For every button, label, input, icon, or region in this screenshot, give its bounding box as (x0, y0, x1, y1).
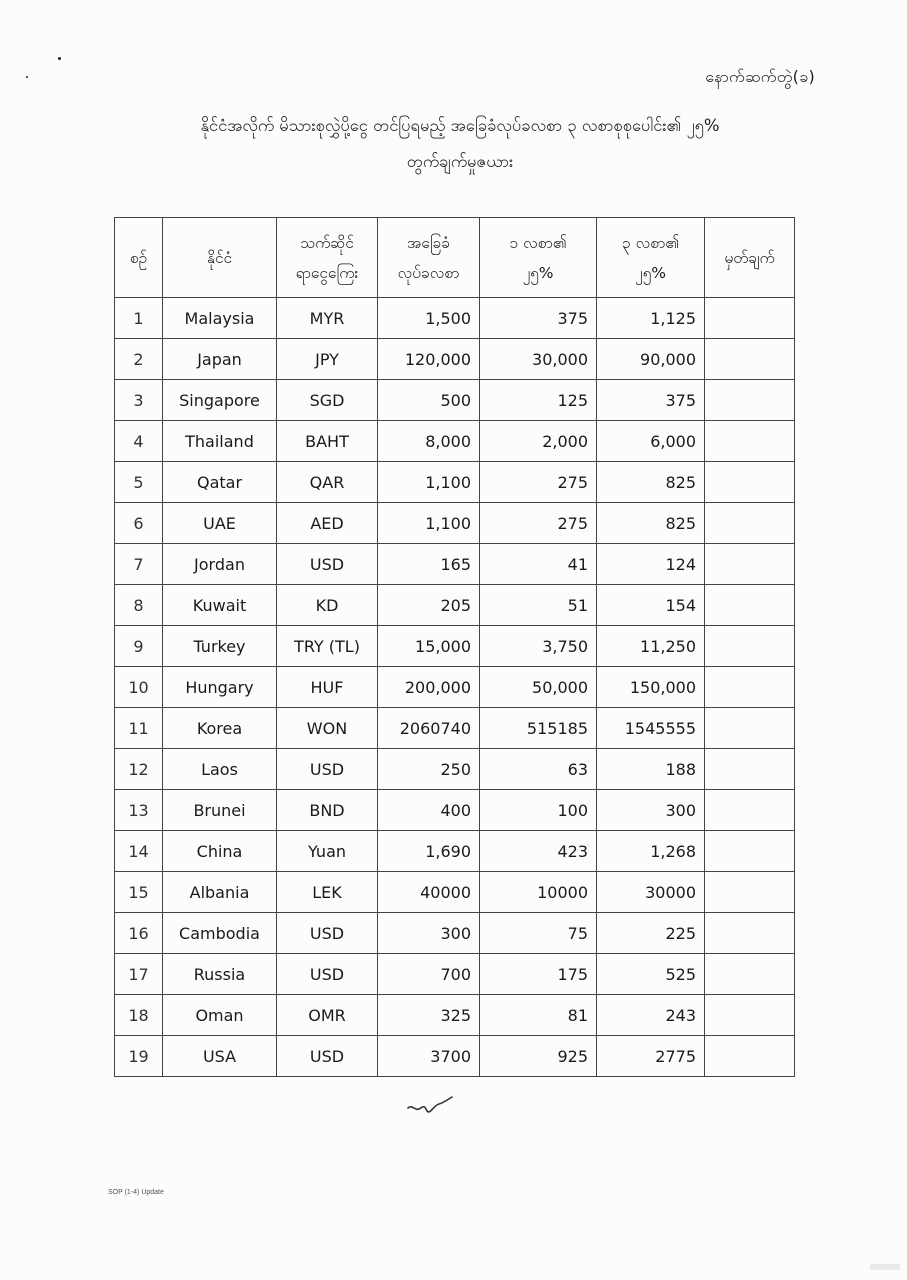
cell-one-month-25: 30,000 (480, 339, 597, 380)
cell-basic-salary: 200,000 (378, 667, 480, 708)
cell-currency: TRY (TL) (277, 626, 378, 667)
table-row (115, 995, 795, 1036)
table-row (115, 339, 795, 380)
cell-currency: USD (277, 1036, 378, 1077)
cell-no: 4 (115, 421, 163, 462)
cell-three-month-25: 375 (597, 380, 705, 421)
cell-no: 7 (115, 544, 163, 585)
header-no: စဉ် (115, 218, 163, 298)
cell-three-month-25: 6,000 (597, 421, 705, 462)
cell-no: 9 (115, 626, 163, 667)
header-currency (277, 218, 378, 298)
table-row (115, 380, 795, 421)
cell-three-month-25: 300 (597, 790, 705, 831)
cell-currency: LEK (277, 872, 378, 913)
cell-three-month-25: 1545555 (597, 708, 705, 749)
cell-remarks (705, 708, 795, 749)
cell-country: Singapore (163, 380, 277, 421)
cell-basic-salary: 8,000 (378, 421, 480, 462)
cell-currency: OMR (277, 995, 378, 1036)
cell-one-month-25: 515185 (480, 708, 597, 749)
header-basic-line-2: လုပ်ခလစာ (397, 263, 460, 282)
cell-currency: QAR (277, 462, 378, 503)
header-one-line-2: ၂၅% (522, 263, 554, 282)
title-line-1: နိုင်ငံအလိုက် မိသားစုလွှဲပို့ငွေ တင်ပြရမည့် အခြေခံလုပ်ခလစာ ၃ လစာစုစုပေါင်း၏ ၂၅% (200, 116, 720, 135)
cell-remarks (705, 1036, 795, 1077)
cell-one-month-25: 10000 (480, 872, 597, 913)
cell-no: 5 (115, 462, 163, 503)
cell-one-month-25: 100 (480, 790, 597, 831)
cell-country: Turkey (163, 626, 277, 667)
cell-no: 19 (115, 1036, 163, 1077)
cell-remarks (705, 954, 795, 995)
header-remarks: မှတ်ချက် (705, 218, 795, 298)
cell-currency: USD (277, 913, 378, 954)
cell-basic-salary: 500 (378, 380, 480, 421)
table-row (115, 462, 795, 503)
cell-no: 17 (115, 954, 163, 995)
cell-currency: BAHT (277, 421, 378, 462)
cell-remarks (705, 790, 795, 831)
cell-three-month-25: 90,000 (597, 339, 705, 380)
cell-one-month-25: 63 (480, 749, 597, 790)
cell-currency: Yuan (277, 831, 378, 872)
table-body (115, 298, 795, 1077)
cell-three-month-25: 1,268 (597, 831, 705, 872)
cell-currency: BND (277, 790, 378, 831)
header-one-line-1: ၁ လစာ၏ (509, 233, 567, 252)
cell-country: Cambodia (163, 913, 277, 954)
cell-basic-salary: 250 (378, 749, 480, 790)
cell-basic-salary: 300 (378, 913, 480, 954)
cell-remarks (705, 585, 795, 626)
cell-one-month-25: 423 (480, 831, 597, 872)
cell-one-month-25: 275 (480, 462, 597, 503)
cell-remarks (705, 749, 795, 790)
cell-basic-salary: 1,500 (378, 298, 480, 339)
cell-one-month-25: 41 (480, 544, 597, 585)
cell-country: Albania (163, 872, 277, 913)
title-line-2: တွက်ချက်မှုဇယား (406, 152, 514, 171)
cell-one-month-25: 75 (480, 913, 597, 954)
document-title (80, 108, 840, 180)
cell-country: Hungary (163, 667, 277, 708)
header-one-month (480, 218, 597, 298)
table-row (115, 667, 795, 708)
cell-currency: KD (277, 585, 378, 626)
footer-note: SOP (1-4) Update (108, 1189, 164, 1196)
cell-country: China (163, 831, 277, 872)
cell-three-month-25: 825 (597, 462, 705, 503)
cell-currency: WON (277, 708, 378, 749)
header-basic-line-1: အခြေခံ (407, 233, 450, 252)
cell-country: Thailand (163, 421, 277, 462)
cell-no: 10 (115, 667, 163, 708)
cell-country: Russia (163, 954, 277, 995)
header-three-line-2: ၂၅% (634, 263, 667, 282)
cell-no: 8 (115, 585, 163, 626)
cell-one-month-25: 375 (480, 298, 597, 339)
cell-basic-salary: 700 (378, 954, 480, 995)
cell-country: Laos (163, 749, 277, 790)
cell-remarks (705, 421, 795, 462)
cell-currency: USD (277, 749, 378, 790)
cell-basic-salary: 40000 (378, 872, 480, 913)
header-basic-salary (378, 218, 480, 298)
table-row (115, 298, 795, 339)
cell-no: 16 (115, 913, 163, 954)
cell-remarks (705, 913, 795, 954)
cell-basic-salary: 2060740 (378, 708, 480, 749)
cell-basic-salary: 205 (378, 585, 480, 626)
cell-remarks (705, 298, 795, 339)
cell-remarks (705, 380, 795, 421)
cell-no: 1 (115, 298, 163, 339)
cell-basic-salary: 1,100 (378, 462, 480, 503)
cell-one-month-25: 81 (480, 995, 597, 1036)
table-row (115, 954, 795, 995)
cell-remarks (705, 626, 795, 667)
cell-three-month-25: 124 (597, 544, 705, 585)
cell-country: Malaysia (163, 298, 277, 339)
cell-three-month-25: 11,250 (597, 626, 705, 667)
cell-currency: USD (277, 544, 378, 585)
table-row (115, 749, 795, 790)
cell-three-month-25: 525 (597, 954, 705, 995)
cell-remarks (705, 872, 795, 913)
table-row (115, 708, 795, 749)
cell-country: Jordan (163, 544, 277, 585)
table-row (115, 831, 795, 872)
cell-currency: USD (277, 954, 378, 995)
cell-one-month-25: 175 (480, 954, 597, 995)
cell-one-month-25: 125 (480, 380, 597, 421)
header-three-month (597, 218, 705, 298)
cell-basic-salary: 325 (378, 995, 480, 1036)
cell-currency: MYR (277, 298, 378, 339)
table-row (115, 503, 795, 544)
cell-no: 18 (115, 995, 163, 1036)
cell-no: 6 (115, 503, 163, 544)
cell-basic-salary: 120,000 (378, 339, 480, 380)
cell-three-month-25: 154 (597, 585, 705, 626)
table-row (115, 913, 795, 954)
table-row (115, 585, 795, 626)
cell-one-month-25: 3,750 (480, 626, 597, 667)
cell-three-month-25: 225 (597, 913, 705, 954)
header-three-line-1: ၃ လစာ၏ (621, 233, 680, 252)
cell-no: 11 (115, 708, 163, 749)
cell-basic-salary: 1,100 (378, 503, 480, 544)
cell-remarks (705, 503, 795, 544)
signature-initials (404, 1095, 456, 1117)
annex-label: နောက်ဆက်တွဲ(ခ) (705, 67, 815, 86)
cell-remarks (705, 831, 795, 872)
cell-no: 13 (115, 790, 163, 831)
cell-no: 14 (115, 831, 163, 872)
cell-one-month-25: 51 (480, 585, 597, 626)
header-currency-line-2: ရာငွေကြေး (295, 263, 359, 282)
scan-smudge (870, 1264, 900, 1270)
cell-country: Brunei (163, 790, 277, 831)
table-row (115, 872, 795, 913)
cell-basic-salary: 3700 (378, 1036, 480, 1077)
scan-speck (58, 57, 61, 60)
cell-country: Qatar (163, 462, 277, 503)
cell-country: UAE (163, 503, 277, 544)
table-header-row (115, 218, 795, 298)
cell-basic-salary: 400 (378, 790, 480, 831)
cell-three-month-25: 150,000 (597, 667, 705, 708)
table-row (115, 1036, 795, 1077)
cell-country: USA (163, 1036, 277, 1077)
scan-speck (26, 76, 28, 78)
table-row (115, 544, 795, 585)
table-row (115, 790, 795, 831)
cell-basic-salary: 15,000 (378, 626, 480, 667)
cell-remarks (705, 995, 795, 1036)
cell-one-month-25: 275 (480, 503, 597, 544)
header-currency-line-1: သက်ဆိုင် (300, 233, 354, 252)
cell-remarks (705, 339, 795, 380)
table-row (115, 626, 795, 667)
cell-three-month-25: 243 (597, 995, 705, 1036)
cell-country: Kuwait (163, 585, 277, 626)
remittance-table (114, 217, 795, 1077)
cell-no: 15 (115, 872, 163, 913)
cell-remarks (705, 544, 795, 585)
cell-country: Korea (163, 708, 277, 749)
cell-three-month-25: 825 (597, 503, 705, 544)
cell-currency: JPY (277, 339, 378, 380)
cell-three-month-25: 30000 (597, 872, 705, 913)
cell-currency: HUF (277, 667, 378, 708)
cell-currency: SGD (277, 380, 378, 421)
cell-no: 2 (115, 339, 163, 380)
cell-three-month-25: 188 (597, 749, 705, 790)
cell-one-month-25: 50,000 (480, 667, 597, 708)
cell-no: 3 (115, 380, 163, 421)
cell-remarks (705, 667, 795, 708)
cell-basic-salary: 1,690 (378, 831, 480, 872)
cell-country: Oman (163, 995, 277, 1036)
cell-one-month-25: 925 (480, 1036, 597, 1077)
cell-three-month-25: 1,125 (597, 298, 705, 339)
cell-currency: AED (277, 503, 378, 544)
cell-one-month-25: 2,000 (480, 421, 597, 462)
cell-three-month-25: 2775 (597, 1036, 705, 1077)
cell-no: 12 (115, 749, 163, 790)
cell-country: Japan (163, 339, 277, 380)
cell-remarks (705, 462, 795, 503)
cell-basic-salary: 165 (378, 544, 480, 585)
table-row (115, 421, 795, 462)
header-country: နိုင်ငံ (163, 218, 277, 298)
